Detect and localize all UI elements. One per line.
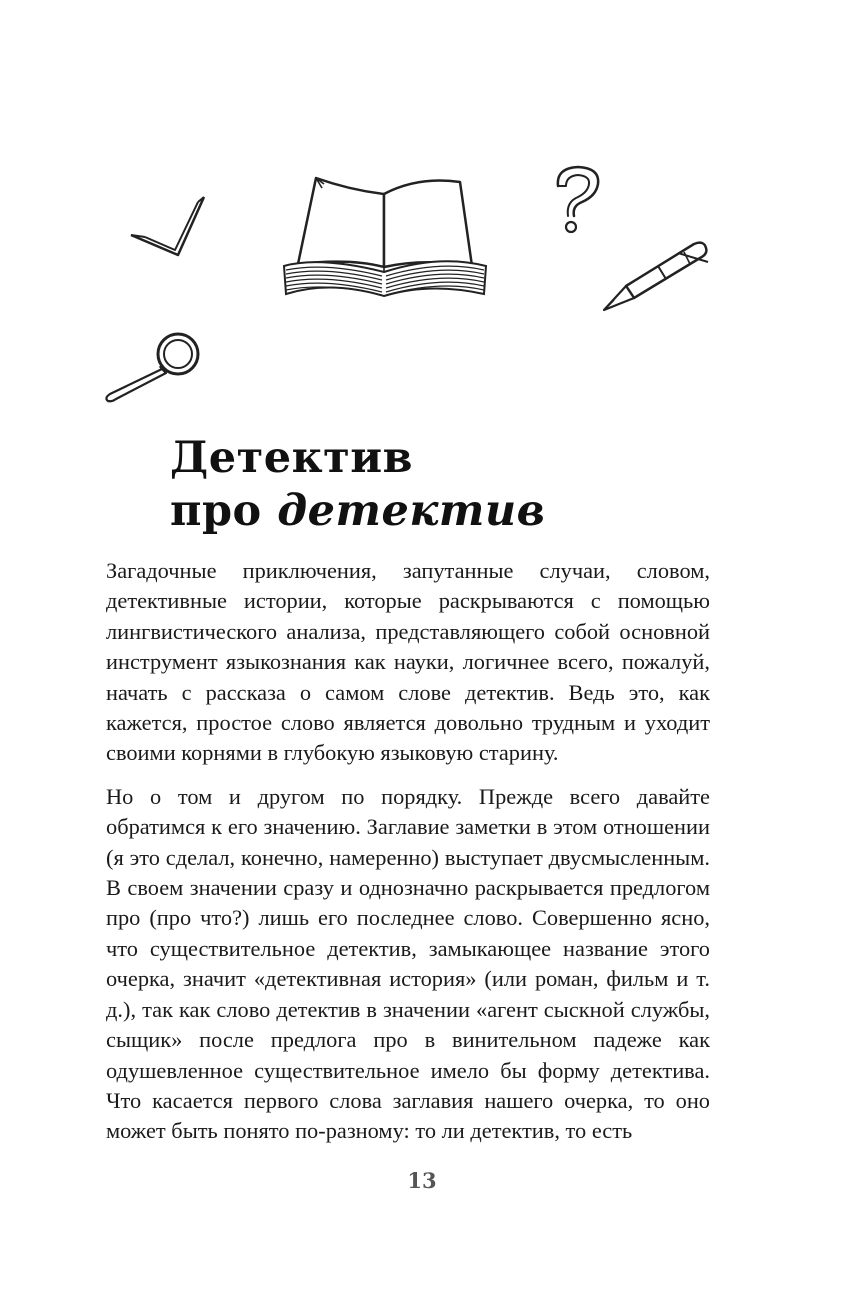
chapter-title-line-2 <box>170 485 545 538</box>
chapter-title-line-2-italic: детектив <box>277 486 546 536</box>
paragraph-2: Но о том и другом по порядку. Прежде всего давайте обратимся к его значению. Заглавие заметки в этом отношении (я это сделал, конечно, намеренно) выступает двусмысленным. В своем значении сразу и однозначно раскрывается предлогом про (про что?) лишь его последнее слово. Совершенно ясно, что существительное детектив, замыкающее название этого очерка, значит «детективная история» (или роман, фильм и т. д.), так как слово детектив в значении «агент сыскной службы, сыщик» после предлога про в винительном падеже как одушевленное существительное имело бы форму детектива. Что касается первого слова заглавия нашего очерка, то оно может быть понято по-разному: то ли детектив, то есть <box>106 783 710 1144</box>
question-mark-icon <box>548 164 608 236</box>
open-book-icon <box>280 172 488 300</box>
fountain-pen-icon <box>596 236 714 316</box>
chapter-title-line-1: Детектив <box>170 433 414 483</box>
page-number: 13 <box>407 1168 437 1193</box>
illustrations <box>0 0 844 420</box>
body-text <box>106 556 710 1147</box>
chapter-title-line-2-plain: про <box>170 486 278 536</box>
chapter-title <box>170 432 545 538</box>
magnifying-glass-icon <box>102 328 202 404</box>
paragraph-1: Загадочные приключения, запутанные случаи, словом, детективные истории, которые раскрываются с помощью лингвистического анализа, представляющего собой основной инструмент языкознания как науки, логичнее всего, пожалуй, начать с рассказа о самом слове детектив. Ведь это, как кажется, простое слово является довольно трудным и уходит своими корнями в глубокую языковую старину. <box>106 558 710 766</box>
checkmark-icon <box>128 192 208 262</box>
